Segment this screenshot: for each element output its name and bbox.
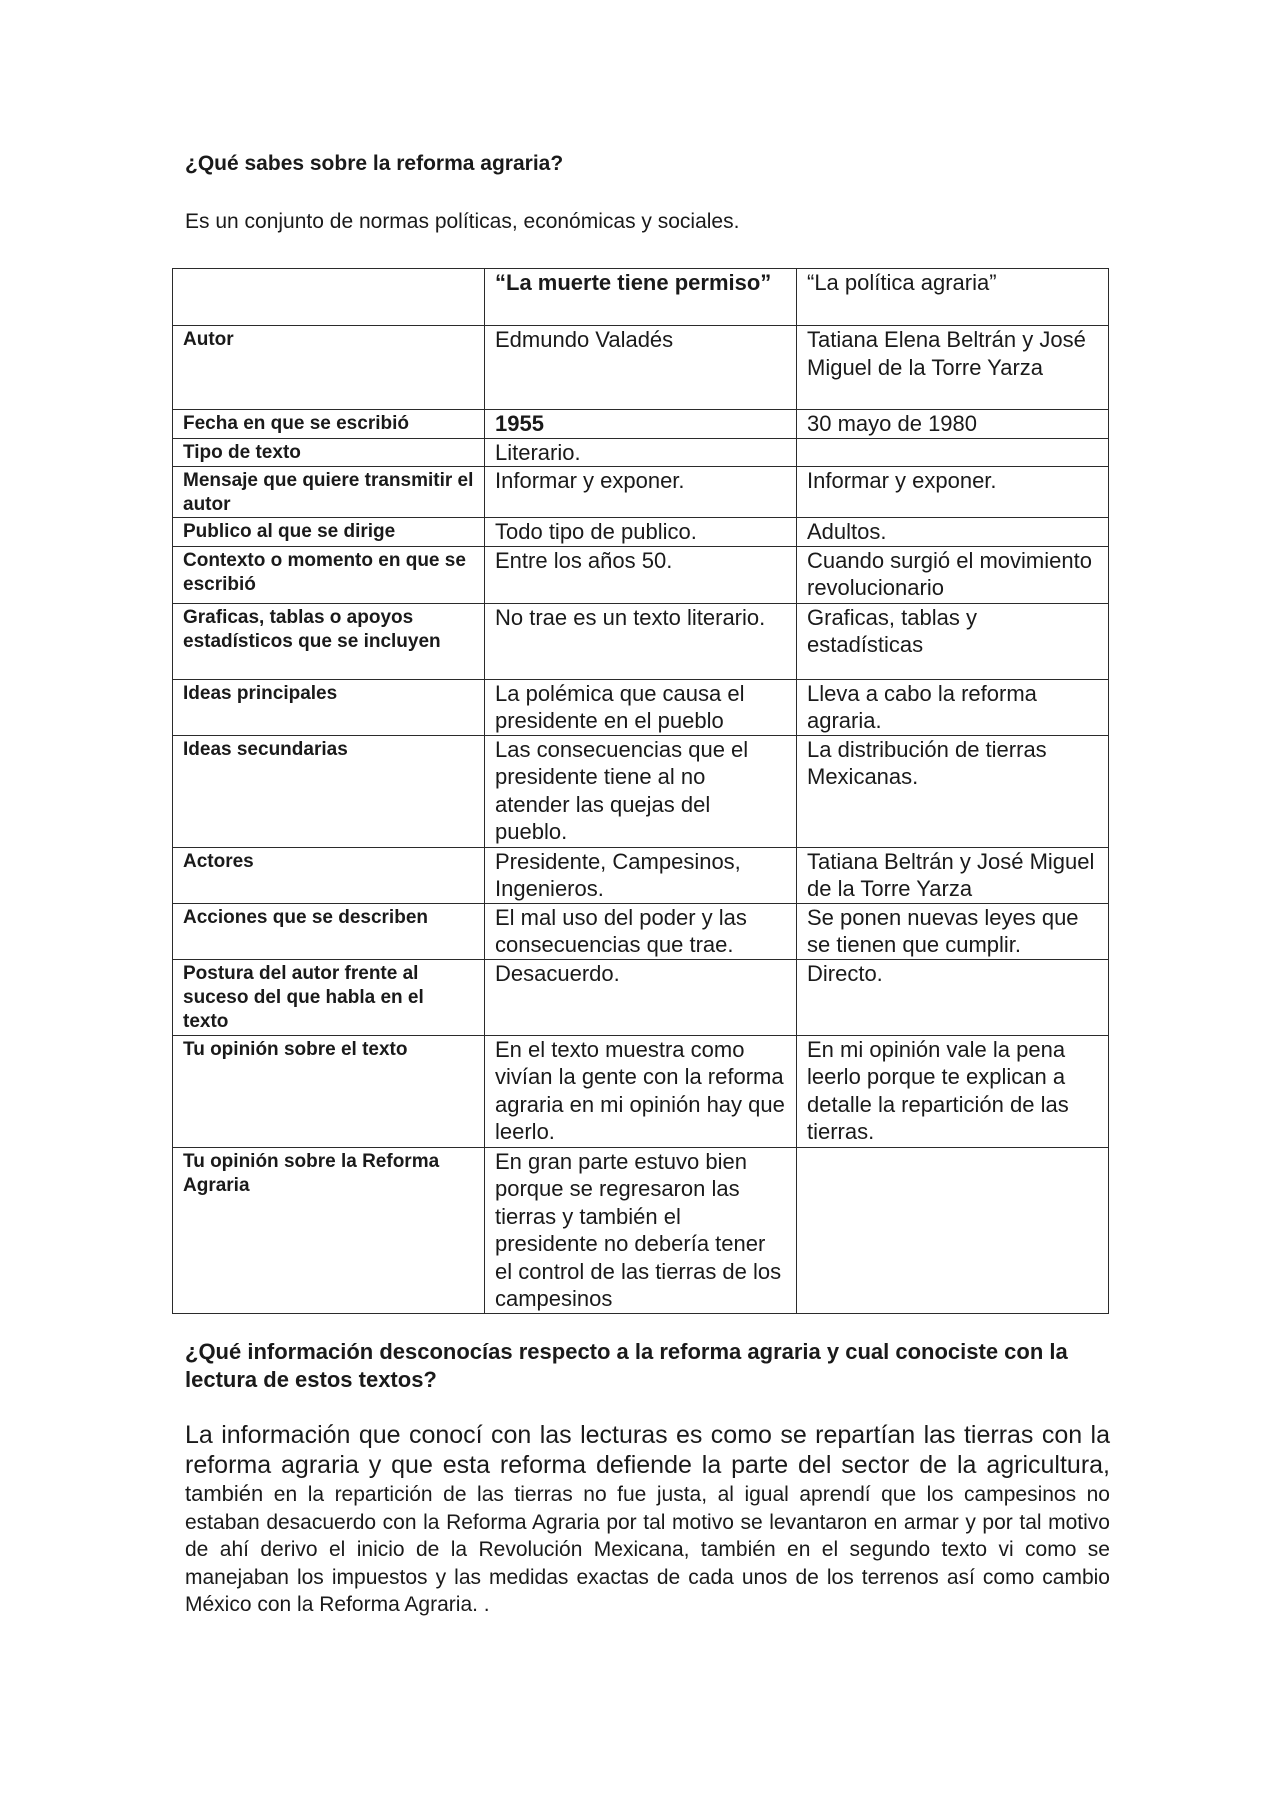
table-row — [173, 438, 1109, 467]
table-row — [173, 518, 1109, 547]
row-value-text-2: 30 mayo de 1980 — [797, 410, 1109, 439]
row-value-text-1: No trae es un texto literario. — [485, 603, 797, 679]
table-row — [173, 903, 1109, 959]
row-label: Tu opinión sobre el texto — [173, 1035, 485, 1147]
comparison-table — [172, 268, 1109, 1314]
row-value-text-1: 1955 — [485, 410, 797, 439]
header-empty-cell — [173, 269, 485, 326]
row-value-text-1: En el texto muestra como vivían la gente con la reforma agraria en mi opinión hay que leerlo. — [485, 1035, 797, 1147]
table-row — [173, 847, 1109, 903]
row-value-text-2: Tatiana Beltrán y José Miguel de la Torre Yarza — [797, 847, 1109, 903]
row-value-text-2 — [797, 438, 1109, 467]
table-row — [173, 410, 1109, 439]
table-row — [173, 959, 1109, 1035]
table-row — [173, 546, 1109, 603]
header-text-2: “La política agraria” — [797, 269, 1109, 326]
question-heading-2: ¿Qué información desconocías respecto a la reforma agraria y cual conociste con la lectura de estos textos? — [185, 1339, 1068, 1392]
row-value-text-2: Informar y exponer. — [797, 467, 1109, 518]
row-value-text-2: Adultos. — [797, 518, 1109, 547]
row-value-text-1: Entre los años 50. — [485, 546, 797, 603]
row-value-text-2: Cuando surgió el movimiento revolucionario — [797, 546, 1109, 603]
row-value-text-2: Lleva a cabo la reforma agraria. — [797, 679, 1109, 735]
row-value-text-1: El mal uso del poder y las consecuencias que trae. — [485, 903, 797, 959]
row-label: Publico al que se dirige — [173, 518, 485, 547]
table-row — [173, 467, 1109, 518]
row-value-text-2: En mi opinión vale la pena leerlo porque te explican a detalle la repartición de las tierras. — [797, 1035, 1109, 1147]
row-value-text-1: Todo tipo de publico. — [485, 518, 797, 547]
table-row — [173, 735, 1109, 847]
answer-text-1: Es un conjunto de normas políticas, económicas y sociales. — [185, 210, 740, 233]
row-label: Graficas, tablas o apoyos estadísticos que se incluyen — [173, 603, 485, 679]
row-label: Tipo de texto — [173, 438, 485, 467]
row-value-text-2: Se ponen nuevas leyes que se tienen que cumplir. — [797, 903, 1109, 959]
question-heading-1: ¿Qué sabes sobre la reforma agraria? — [185, 152, 564, 175]
row-label: Autor — [173, 326, 485, 410]
table-row — [173, 1147, 1109, 1313]
document-bottom — [185, 1338, 1110, 1619]
row-value-text-1: Literario. — [485, 438, 797, 467]
row-label: Ideas principales — [173, 679, 485, 735]
table-row — [173, 603, 1109, 679]
table-row — [173, 326, 1109, 410]
row-value-text-2: Directo. — [797, 959, 1109, 1035]
row-value-text-2: La distribución de tierras Mexicanas. — [797, 735, 1109, 847]
answer-part-medium: también — [185, 1481, 264, 1506]
row-value-text-2: Tatiana Elena Beltrán y José Miguel de la Torre Yarza — [797, 326, 1109, 410]
row-value-text-2 — [797, 1147, 1109, 1313]
row-value-text-1: Edmundo Valadés — [485, 326, 797, 410]
row-label: Actores — [173, 847, 485, 903]
table-row — [173, 679, 1109, 735]
row-label: Acciones que se describen — [173, 903, 485, 959]
row-value-text-1: En gran parte estuvo bien porque se regresaron las tierras y también el presidente no debería tener el control de las tierras de los campesinos — [485, 1147, 797, 1313]
row-value-text-1: Presidente, Campesinos, Ingenieros. — [485, 847, 797, 903]
row-value-text-1: Desacuerdo. — [485, 959, 797, 1035]
row-label: Ideas secundarias — [173, 735, 485, 847]
row-value-text-2: Graficas, tablas y estadísticas — [797, 603, 1109, 679]
row-value-text-1: Informar y exponer. — [485, 467, 797, 518]
header-text-1: “La muerte tiene permiso” — [485, 269, 797, 326]
table-header-row — [173, 269, 1109, 326]
table-row — [173, 1035, 1109, 1147]
answer-part-large: La información que conocí con las lecturas es como se repartían las tierras con la reforma agraria y que esta reforma defiende la parte del sector de la agricultura, — [185, 1421, 1110, 1479]
row-label: Postura del autor frente al suceso del que habla en el texto — [173, 959, 485, 1035]
row-label: Mensaje que quiere transmitir el autor — [173, 467, 485, 518]
row-label: Fecha en que se escribió — [173, 410, 485, 439]
row-label: Contexto o momento en que se escribió — [173, 546, 485, 603]
row-value-text-1: Las consecuencias que el presidente tiene al no atender las quejas del pueblo. — [485, 735, 797, 847]
row-label: Tu opinión sobre la Reforma Agraria — [173, 1147, 485, 1313]
row-value-text-1: La polémica que causa el presidente en el pueblo — [485, 679, 797, 735]
document-top — [185, 150, 1110, 260]
answer-paragraph-2 — [185, 1420, 1110, 1619]
answer-part-small: en la repartición de las tierras no fue justa, al igual aprendí que los campesinos no estaban desacuerdo con la Reforma Agraria por tal motivo se levantaron en armar y por tal motivo de ahí derivo el inicio de la Revolución Mexicana, también en el segundo texto vi como se manejaban los impuestos y las medidas exactas de cada unos de los terrenos así como cambio México con la Reforma Agraria. . — [185, 1483, 1110, 1616]
